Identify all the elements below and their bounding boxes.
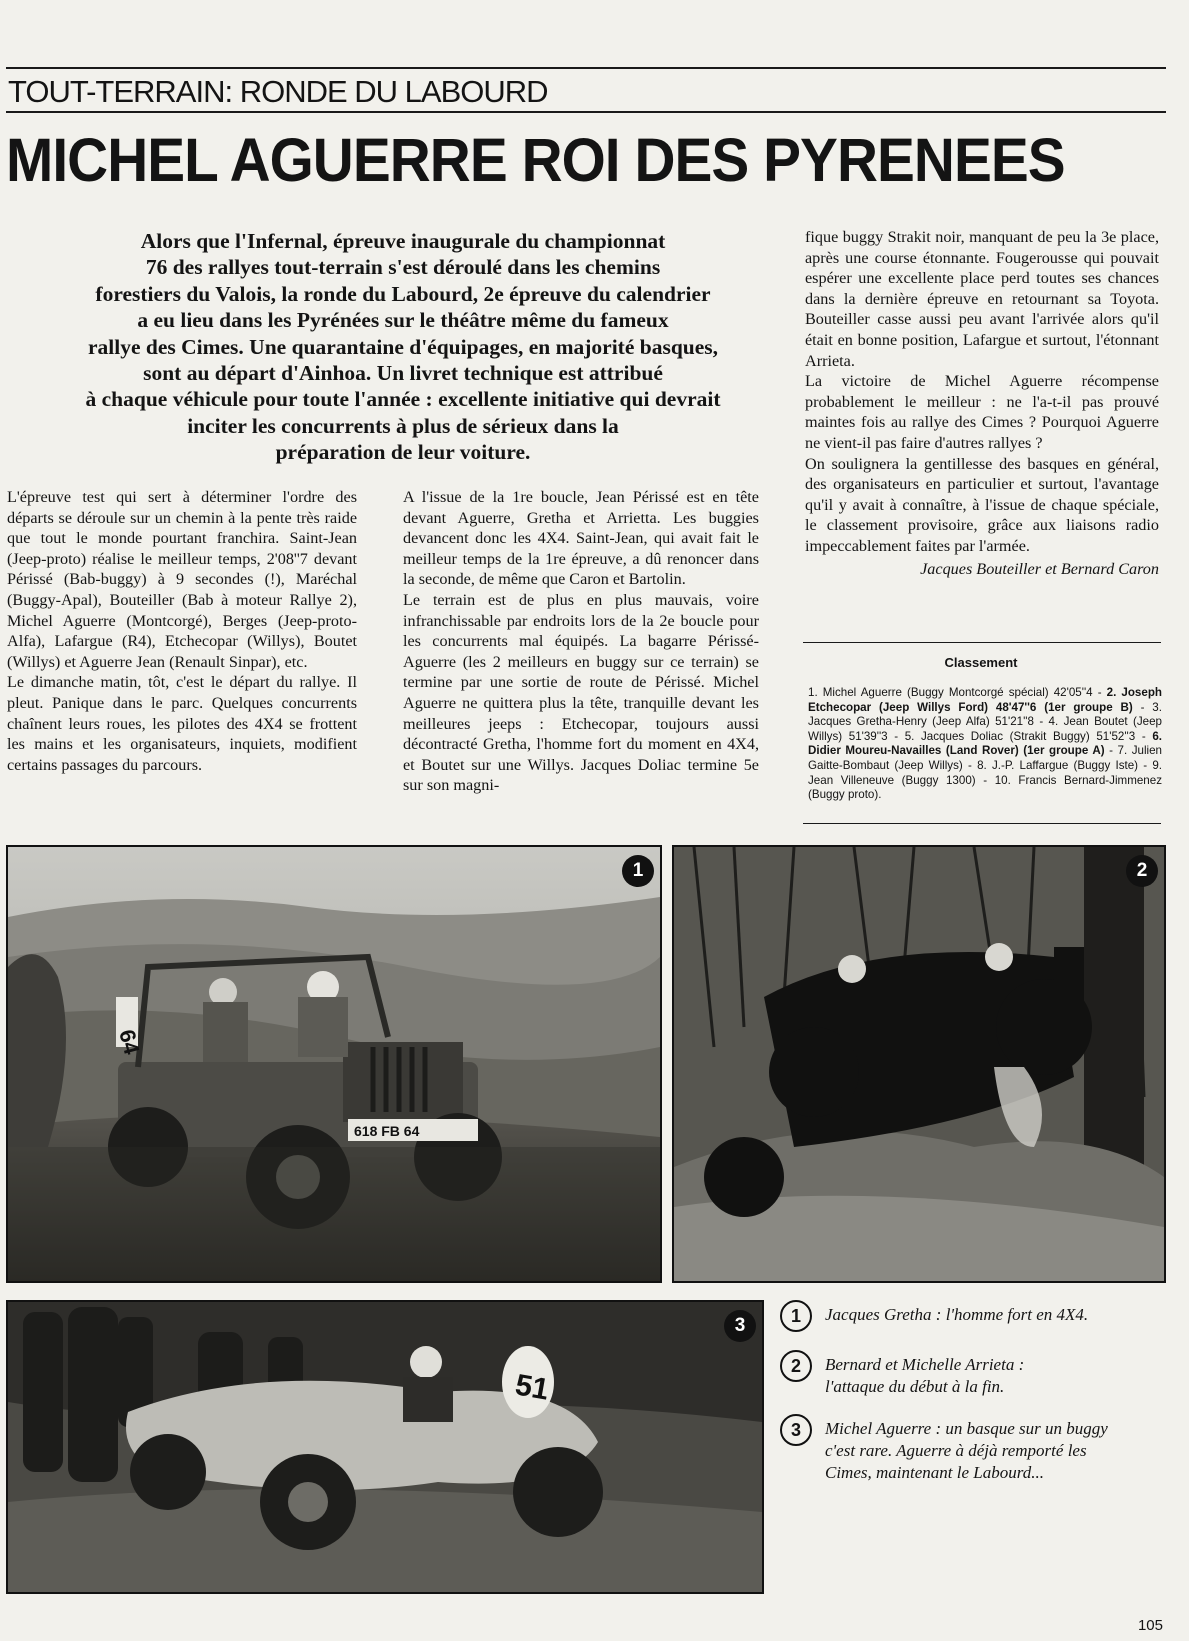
photo-number-badge: 1 [622,855,654,887]
classement-list [808,686,1162,803]
paragraph: On soulignera la gentillesse des basques en général, des organisateurs en particulier et surtout, l'avantage qu'il y avait à connaître, à l'issue de chaque spéciale, le classement provisoire, grâce aux liaisons radio impeccablement faites par l'armée. [805,454,1159,555]
photo-strakit-buggy [672,845,1166,1283]
caption-number: 1 [780,1300,812,1332]
lead-line: forestiers du Valois, la ronde du Labourd, 2e épreuve du calendrier [95,281,711,306]
lead-line: sont au départ d'Ainhoa. Un livret technique est attribué [143,361,663,386]
classement-entry: 2. Joseph Etchecopar (Jeep Willys Ford) 48'47''6 (1er groupe B) [808,686,1162,714]
lead-line: inciter les concurrents à plus de sérieux dans la [187,413,619,438]
paragraph: A l'issue de la 1re boucle, Jean Périssé est en tête devant Aguerre, Gretha et Arrietta. Les buggies devancent donc les 4X4. Saint-Jean, qui avait fait le meilleur temps de la 1re épreuve, a dû renoncer dans la seconde, de même que Caron et Bartolin. [403,488,759,589]
race-number: 51 [512,1368,552,1407]
classement-entry: - 3. Jacques Gretha-Henry (Jeep Alfa) 51'21''8 - 4. Jean Boutet (Jeep Willys) 51'39''3 - 5. Jacques Doliac (Strakit Buggy) 51'52''3 - [808,700,1162,743]
lead-line: préparation de leur voiture. [275,440,531,465]
caption-number: 3 [780,1414,812,1446]
paragraph: L'épreuve test qui sert à déterminer l'ordre des départs se déroule sur un chemin à la pente très raide que tout le monde pourtant franchira. Saint-Jean (Jeep-proto) réalise le meilleur temps, 2'08''7 devant Périssé (Bab-buggy) à 9 secondes (!), Maréchal (Buggy-Apal), Bouteiller (Bab à moteur Rallye 2), Michel Aguerre (Montcorgé), Berges (Jeep-proto-Alfa), Lafargue (R4), Etchecopar (Willys), Boutet (Willys) et Aguerre Jean (Renault Sinpar), etc. [7,488,357,671]
classement-rule-top [803,642,1161,643]
headline: MICHEL AGUERRE ROI DES PYRENEES [6,126,1065,194]
photo-number-badge: 3 [724,1310,756,1342]
lead-line: Alors que l'Infernal, épreuve inaugurale du championnat [140,229,666,253]
licence-plate: 618 FB 64 [354,1123,420,1139]
classement-title: Classement [944,655,1018,670]
classement-rule-bottom [803,823,1161,824]
buggy-photo-image [674,847,1164,1281]
page-number: 105 [1137,1617,1163,1634]
article-column-1 [7,487,357,775]
paragraph: Le terrain est de plus en plus mauvais, voire infranchissable par endroits lors de la 2e boucle pour les concurrents mal équipés. La bagarre Périssé-Aguerre (les 2 meilleurs en buggy sur ce terrain) se termine par une sortie de route de Périssé. Michel Aguerre ne quittera plus la tête, tranquille devant les meilleures jeeps : Etchecopar, toujours aussi décontracté Gretha, l'homme fort du moment en 4X4, et Boutet sur une Willys. Jacques Doliac termine 5e sur son magni- [403,590,759,795]
aguerre-photo-image [8,1302,762,1592]
rubric-rule [6,111,1166,113]
paragraph: La victoire de Michel Aguerre récompense probablement le meilleur : ne l'a-t-il pas prouvé maintes fois au rallye des Cimes ? Pourquoi Aguerre ne vient-il pas faire d'autres rallyes ? [805,372,1159,452]
article-column-2 [403,487,759,796]
caption-text: Michel Aguerre : un basque sur un buggy c'est rare. Aguerre à déjà remporté les Cimes, maintenant le Labourd... [825,1419,1108,1482]
rubric: TOUT-TERRAIN: RONDE DU LABOURD [8,74,548,109]
photo-number-badge: 2 [1126,855,1158,887]
paragraph: fique buggy Strakit noir, manquant de peu la 3e place, après une course étonnante. Fougerousse qui pouvait espérer une excellente place perd toutes ses chances dans la dernière épreuve en retournant sa Toyota. Bouteiller casse aussi peu avant l'arrivée alors qu'il était en bonne position, Lafargue et surtout, l'étonnant Arrieta. [805,228,1159,370]
signature: Jacques Bouteiller et Bernard Caron [920,559,1159,578]
caption-text: Jacques Gretha : l'homme fort en 4X4. [825,1305,1089,1324]
article-column-3 [805,227,1159,579]
lead-paragraph [18,228,788,466]
lead-line: à chaque véhicule pour toute l'année : excellente initiative qui devrait [85,387,721,412]
race-number: 64 [114,1026,145,1057]
classement-entry: - 7. Julien Gaitte-Bombaut (Jeep Willys) - 8. J.-P. Laffargue (Buggy Iste) - 9. Jean Villeneuve (Buggy 1300) - 10. Francis Bernard-Jimmenez (Buggy proto). [808,744,1162,802]
photo-jeep [6,845,662,1283]
lead-line: a eu lieu dans les Pyrénées sur le théâtre même du fameux [137,308,669,333]
lead-line: rallye des Cimes. Une quarantaine d'équipages, en majorité basques, [87,334,719,359]
jeep-photo-image [8,847,660,1281]
classement-entry: 1. Michel Aguerre (Buggy Montcorgé spécial) 42'05''4 - [808,686,1102,699]
caption-text: Bernard et Michelle Arrieta : l'attaque du début à la fin. [825,1355,1025,1396]
classement-entry: 6. Didier Moureu-Navailles (Land Rover) (1er groupe A) [808,729,1162,758]
paragraph: Le dimanche matin, tôt, c'est le départ du rallye. Il pleut. Panique dans le parc. Quelques concurrents chaînent leurs roues, les pilotes des 4X4 se frottent les mains et les organisateurs, inquiets, modifient certains passages du parcours. [7,673,357,774]
photo-aguerre-buggy [6,1300,764,1594]
lead-line: 76 des rallyes tout-terrain s'est déroulé dans les chemins [145,255,661,280]
top-rule [6,67,1166,69]
caption-number: 2 [780,1350,812,1382]
